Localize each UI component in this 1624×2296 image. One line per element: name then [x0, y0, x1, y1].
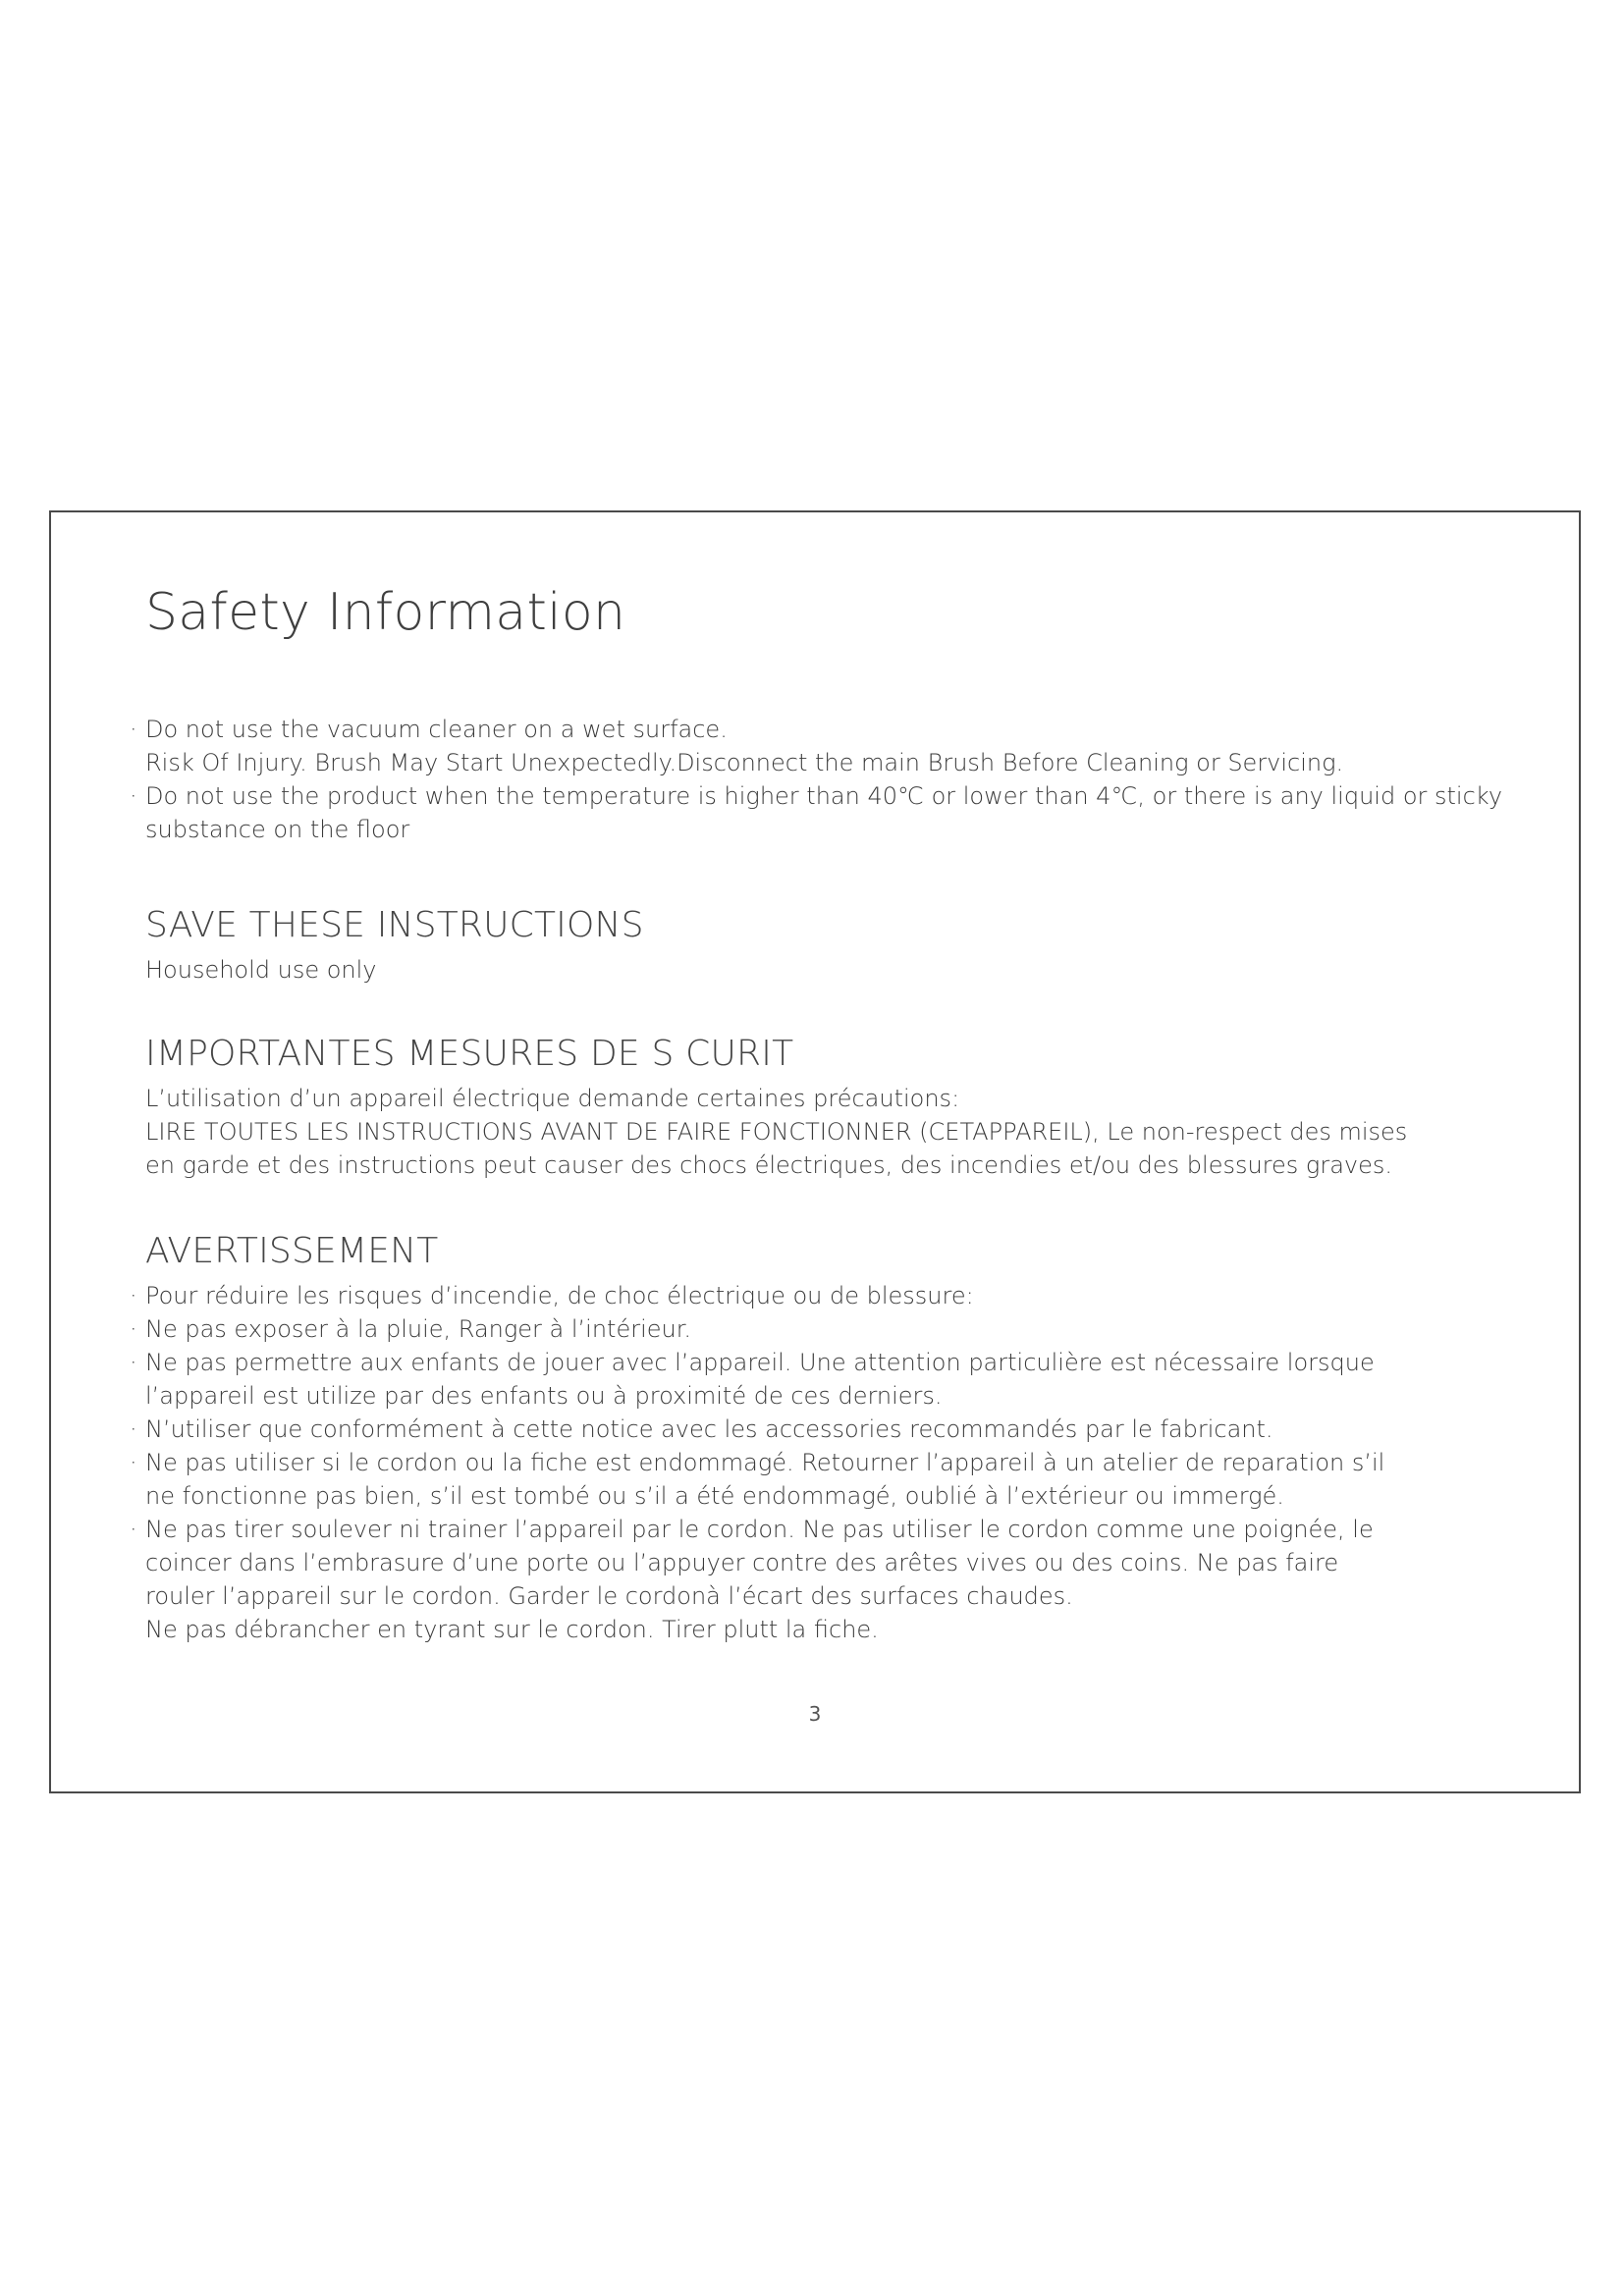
importantes-line: en garde et des instructions peut causer des chocs électriques, des incendies et/ou des blessures graves. — [145, 1151, 1392, 1179]
importantes-line: LIRE TOUTES LES INSTRUCTIONS AVANT DE FAIRE FONCTIONNER (CETAPPAREIL), Le non-respect des mises — [145, 1118, 1408, 1146]
importantes-heading: IMPORTANTES MESURES DE S CURIT — [145, 1034, 794, 1074]
intro-line: Risk Of Injury. Brush May Start Unexpectedly.Disconnect the main Brush Before Cleaning or Servicing. — [145, 749, 1344, 776]
avertissement-line: · Ne pas utiliser si le cordon ou la fiche est endommagé. Retourner l’appareil à un atelier de reparation s’il — [145, 1446, 1530, 1479]
avertissement-line: · N’utiliser que conformément à cette notice avec les accessories recommandés par le fabricant. — [145, 1413, 1530, 1446]
avertissement-line: · Pour réduire les risques d’incendie, de choc électrique ou de blessure: — [145, 1279, 1530, 1312]
avertissement-line: · Ne pas permettre aux enfants de jouer avec l’appareil. Une attention particulière est nécessaire lorsque — [145, 1346, 1530, 1379]
importantes-lines — [145, 1082, 1530, 1182]
avertissement-line: ne fonctionne pas bien, s’il est tombé ou s’il a été endommagé, oublié à l’extérieur ou immergé. — [145, 1482, 1284, 1510]
save-lines — [145, 953, 1530, 987]
intro-line: substance on the floor — [145, 816, 410, 843]
intro-list — [145, 713, 1530, 846]
avertissement-section — [145, 1231, 1530, 1646]
page-frame — [49, 510, 1581, 1793]
save-line: Household use only — [145, 956, 377, 984]
avertissement-line: · Ne pas tirer soulever ni trainer l’appareil par le cordon. Ne pas utiliser le cordon comme une poignée, le — [145, 1513, 1530, 1546]
avertissement-lines — [145, 1279, 1530, 1646]
save-section — [145, 905, 1530, 987]
avertissement-line: Ne pas débrancher en tyrant sur le cordon. Tirer plutt la fiche. — [145, 1616, 879, 1643]
intro-line: · Do not use the vacuum cleaner on a wet surface. — [145, 713, 1530, 746]
intro-line: · Do not use the product when the temperature is higher than 40℃ or lower than 4℃, or there is any liquid or sticky — [145, 779, 1530, 813]
avertissement-line: · Ne pas exposer à la pluie, Ranger à l’intérieur. — [145, 1312, 1530, 1346]
importantes-section — [145, 1034, 1530, 1182]
save-heading: SAVE THESE INSTRUCTIONS — [145, 905, 644, 945]
avertissement-heading: AVERTISSEMENT — [145, 1231, 439, 1271]
page-title: Safety Information — [145, 583, 626, 642]
page-number: 3 — [808, 1702, 822, 1726]
page-content — [145, 583, 1530, 1646]
avertissement-line: coincer dans l’embrasure d’une porte ou l’appuyer contre des arêtes vives ou des coins. Ne pas faire — [145, 1549, 1339, 1576]
importantes-line: L’utilisation d’un appareil électrique demande certaines précautions: — [145, 1085, 960, 1112]
avertissement-line: rouler l’appareil sur le cordon. Garder le cordonà l’écart des surfaces chaudes. — [145, 1582, 1073, 1610]
avertissement-line: l’appareil est utilize par des enfants ou à proximité de ces derniers. — [145, 1382, 943, 1410]
